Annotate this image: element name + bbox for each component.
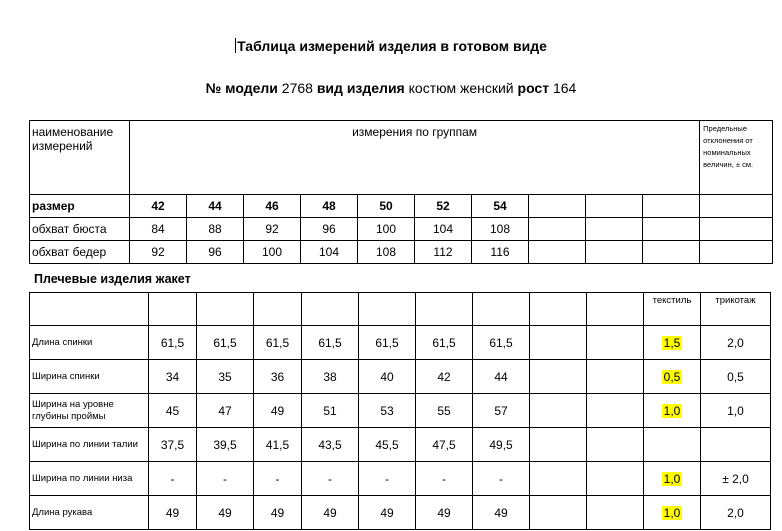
name-header: наименование измерений [30, 121, 130, 195]
knit-cell: 2,0 [701, 326, 771, 360]
value-cell: 49 [254, 496, 302, 530]
value-cell: 57 [473, 394, 530, 428]
value-cell: 100 [244, 241, 301, 264]
value-cell: 40 [359, 360, 416, 394]
value-cell: 49 [302, 496, 359, 530]
empty-cell [530, 360, 587, 394]
value-cell: 104 [301, 241, 358, 264]
empty-cell [700, 241, 773, 264]
value-cell: 49 [416, 496, 473, 530]
value-cell: 49 [254, 394, 302, 428]
size-cell: 42 [130, 195, 187, 218]
empty-cell [586, 241, 643, 264]
model-label: № модели [205, 80, 278, 96]
value-cell: 116 [472, 241, 529, 264]
value-cell: 45,5 [359, 428, 416, 462]
value-cell: 61,5 [473, 326, 530, 360]
value-cell: 61,5 [359, 326, 416, 360]
table-row [30, 428, 771, 462]
value-cell: - [302, 462, 359, 496]
empty-cell [587, 462, 644, 496]
textile-cell: 1,0 [644, 496, 701, 530]
value-cell: 35 [197, 360, 254, 394]
value-cell: 96 [187, 241, 244, 264]
table-row [30, 326, 771, 360]
jacket-table [29, 292, 771, 530]
value-cell: 61,5 [302, 326, 359, 360]
value-cell: 100 [358, 218, 415, 241]
value-cell: - [254, 462, 302, 496]
value-cell: 36 [254, 360, 302, 394]
value-cell: 47 [197, 394, 254, 428]
value-cell: 96 [301, 218, 358, 241]
value-cell: - [359, 462, 416, 496]
value-cell: 112 [415, 241, 472, 264]
value-cell: 44 [473, 360, 530, 394]
empty-cell [643, 218, 700, 241]
value-cell: - [149, 462, 197, 496]
textile-cell: 1,0 [644, 462, 701, 496]
knit-cell: 0,5 [701, 360, 771, 394]
empty-cell [530, 326, 587, 360]
row-label: Ширина по линии низа [30, 462, 149, 496]
height-label: рост [517, 80, 550, 96]
empty-cell [359, 293, 416, 326]
document-title [0, 38, 782, 54]
empty-cell [587, 428, 644, 462]
empty-cell [254, 293, 302, 326]
value-cell: 51 [302, 394, 359, 428]
table-row [30, 241, 773, 264]
tolerance-header: Предельные отклонения от номинальных величин, ± см. [700, 121, 773, 195]
empty-cell [530, 462, 587, 496]
knit-cell: ± 2,0 [701, 462, 771, 496]
table-row [30, 462, 771, 496]
value-cell: 39,5 [197, 428, 254, 462]
empty-cell [643, 195, 700, 218]
size-cell: 44 [187, 195, 244, 218]
textile-cell [644, 428, 701, 462]
size-cell: 54 [472, 195, 529, 218]
table-row [30, 218, 773, 241]
empty-cell [530, 293, 587, 326]
type-value: костюм женский [408, 80, 514, 96]
empty-cell [586, 218, 643, 241]
empty-cell [529, 218, 586, 241]
empty-cell [587, 496, 644, 530]
value-cell: - [473, 462, 530, 496]
value-cell: 49 [359, 496, 416, 530]
empty-cell [530, 394, 587, 428]
value-cell: 84 [130, 218, 187, 241]
empty-cell [700, 218, 773, 241]
knit-header: трикотаж [701, 293, 771, 326]
empty-cell [149, 293, 197, 326]
empty-cell [302, 293, 359, 326]
model-value: 2768 [281, 80, 313, 96]
value-cell: - [197, 462, 254, 496]
row-label: обхват бюста [30, 218, 130, 241]
section-title: Плечевые изделия жакет [34, 272, 191, 286]
value-cell: 49 [473, 496, 530, 530]
value-cell: 108 [472, 218, 529, 241]
row-label: Длина спинки [30, 326, 149, 360]
empty-cell [30, 293, 149, 326]
knit-cell: 1,0 [701, 394, 771, 428]
value-cell: 61,5 [149, 326, 197, 360]
row-label: Ширина спинки [30, 360, 149, 394]
table-row [30, 360, 771, 394]
value-cell: 92 [244, 218, 301, 241]
measurements-table [29, 120, 773, 264]
value-cell: 49 [149, 496, 197, 530]
value-cell: 49,5 [473, 428, 530, 462]
empty-cell [473, 293, 530, 326]
empty-cell [587, 360, 644, 394]
empty-cell [643, 241, 700, 264]
row-label: обхват бедер [30, 241, 130, 264]
value-cell: 61,5 [197, 326, 254, 360]
value-cell: 37,5 [149, 428, 197, 462]
empty-cell [587, 326, 644, 360]
empty-cell [529, 241, 586, 264]
value-cell: 92 [130, 241, 187, 264]
empty-cell [530, 428, 587, 462]
value-cell: 49 [197, 496, 254, 530]
value-cell: 88 [187, 218, 244, 241]
size-cell: 46 [244, 195, 301, 218]
text-cursor [235, 38, 236, 53]
value-cell: 38 [302, 360, 359, 394]
model-line [0, 80, 782, 96]
title-text: Таблица измерений изделия в готовом виде [237, 38, 547, 54]
empty-cell [529, 195, 586, 218]
value-cell: 61,5 [254, 326, 302, 360]
value-cell: - [416, 462, 473, 496]
size-label: размер [30, 195, 130, 218]
empty-cell [416, 293, 473, 326]
textile-cell: 1,0 [644, 394, 701, 428]
size-cell: 48 [301, 195, 358, 218]
knit-cell [701, 428, 771, 462]
size-cell: 50 [358, 195, 415, 218]
value-cell: 104 [415, 218, 472, 241]
row-label: Ширина на уровне глубины проймы [30, 394, 149, 428]
empty-cell [587, 293, 644, 326]
value-cell: 45 [149, 394, 197, 428]
value-cell: 61,5 [416, 326, 473, 360]
textile-cell: 1,5 [644, 326, 701, 360]
type-label: вид изделия [316, 80, 405, 96]
groups-header: измерения по группам [130, 121, 700, 195]
knit-cell: 2,0 [701, 496, 771, 530]
textile-header: текстиль [644, 293, 701, 326]
table-row [30, 496, 771, 530]
empty-cell [587, 394, 644, 428]
height-value: 164 [552, 80, 577, 96]
value-cell: 53 [359, 394, 416, 428]
empty-cell [530, 496, 587, 530]
value-cell: 108 [358, 241, 415, 264]
size-cell: 52 [415, 195, 472, 218]
table-row [30, 394, 771, 428]
textile-cell: 0,5 [644, 360, 701, 394]
value-cell: 42 [416, 360, 473, 394]
row-label: Длина рукава [30, 496, 149, 530]
value-cell: 41,5 [254, 428, 302, 462]
value-cell: 47,5 [416, 428, 473, 462]
empty-cell [197, 293, 254, 326]
empty-cell [700, 195, 773, 218]
row-label: Ширина по линии талии [30, 428, 149, 462]
empty-cell [586, 195, 643, 218]
value-cell: 34 [149, 360, 197, 394]
value-cell: 43,5 [302, 428, 359, 462]
value-cell: 55 [416, 394, 473, 428]
